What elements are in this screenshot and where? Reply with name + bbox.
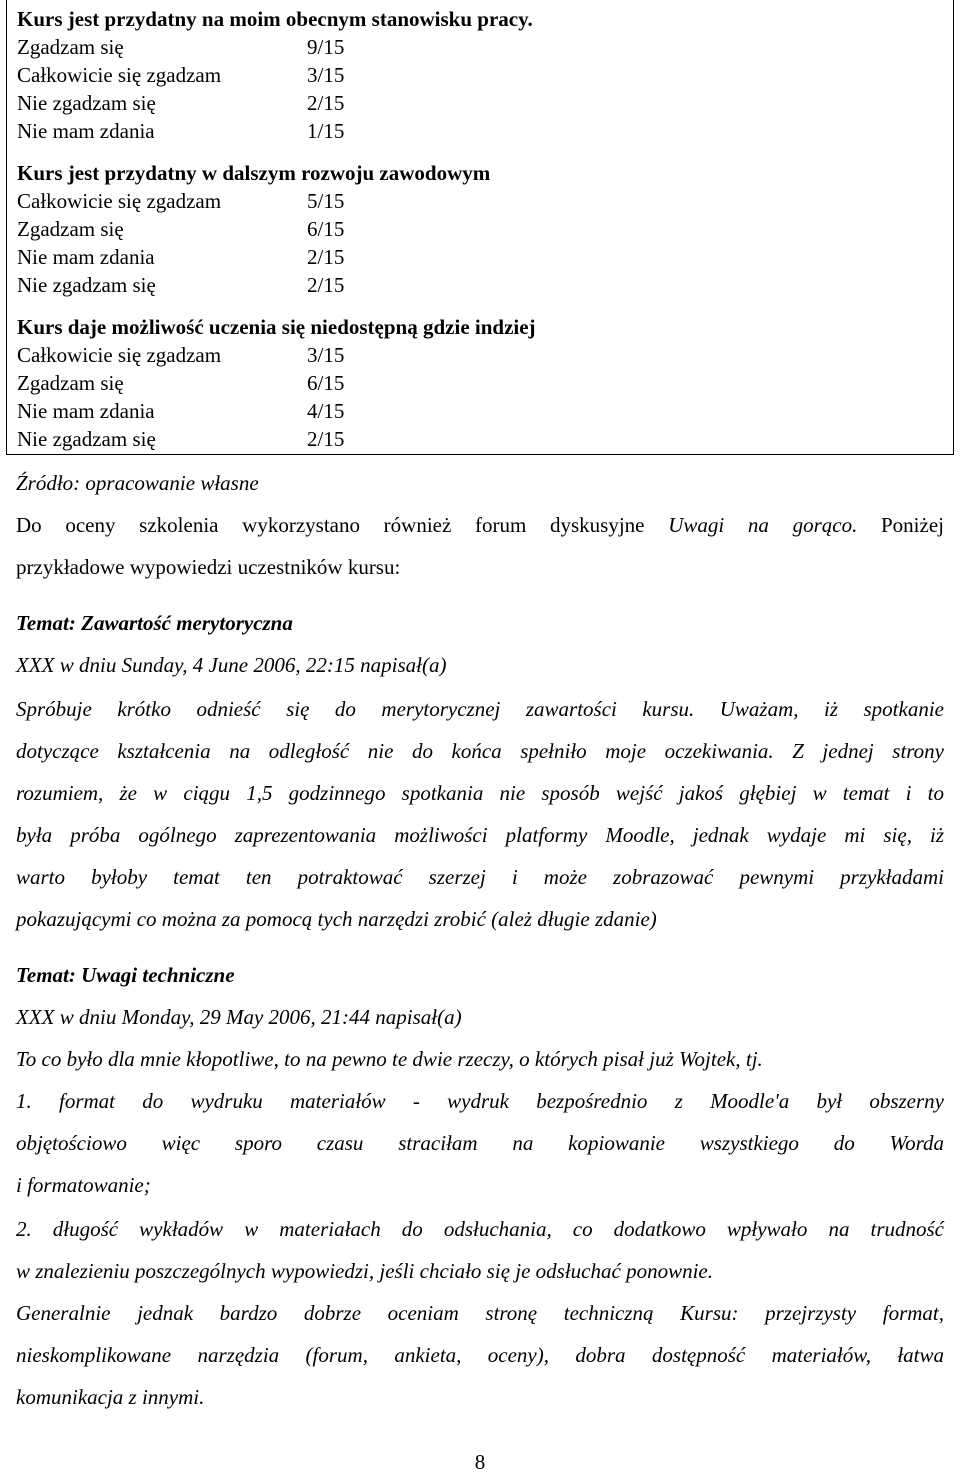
survey-results-box <box>6 0 954 455</box>
post-2-line: Generalnie jednak bardzo dobrze oceniam stronę techniczną Kursu: przejrzysty format, <box>16 1301 944 1325</box>
survey-row: Nie mam zdania 1/15 <box>17 119 345 143</box>
post-1-line: rozumiem, że w ciągu 1,5 godzinnego spotkania nie sposób wejść jakoś głębiej w temat i to <box>16 781 944 805</box>
post-topic-2: Temat: Uwagi techniczne <box>16 963 235 987</box>
post-1-line: Spróbuje krótko odnieść się do merytorycznej zawartości kursu. Uważam, iż spotkanie <box>16 697 944 721</box>
post-meta-2: XXX w dniu Monday, 29 May 2006, 21:44 napisał(a) <box>16 1005 462 1029</box>
survey-row: Całkowicie się zgadzam 5/15 <box>17 189 345 213</box>
post-2-line: nieskomplikowane narzędzia (forum, ankieta, oceny), dobra dostępność materiałów, łatwa <box>16 1343 944 1367</box>
post-1-line: pokazującymi co można za pomocą tych narzędzi zrobić (ależ długie zdanie) <box>16 907 657 931</box>
intro-line-1: Do oceny szkolenia wykorzystano również forum dyskusyjne Uwagi na gorąco. Poniżej <box>16 513 944 537</box>
post-1-line: dotyczące kształcenia na odległość nie do końca spełniło moje oczekiwania. Z jednej strony <box>16 739 944 763</box>
intro-line-2: przykładowe wypowiedzi uczestników kursu: <box>16 555 401 579</box>
survey-heading-1: Kurs jest przydatny na moim obecnym stanowisku pracy. <box>17 7 533 31</box>
survey-row: Nie zgadzam się 2/15 <box>17 427 345 451</box>
page-number: 8 <box>474 1450 486 1474</box>
post-2-line: komunikacja z innymi. <box>16 1385 205 1409</box>
post-1-line: była próba ogólnego zaprezentowania możliwości platformy Moodle, jednak wydaje mi się, iż <box>16 823 944 847</box>
survey-row: Nie zgadzam się 2/15 <box>17 91 345 115</box>
post-meta-1: XXX w dniu Sunday, 4 June 2006, 22:15 napisał(a) <box>16 653 447 677</box>
post-2-line: i formatowanie; <box>16 1173 151 1197</box>
survey-heading-2: Kurs jest przydatny w dalszym rozwoju zawodowym <box>17 161 491 185</box>
post-2-line: 2. długość wykładów w materiałach do odsłuchania, co dodatkowo wpływało na trudność <box>16 1217 944 1241</box>
survey-row: Nie mam zdania 4/15 <box>17 399 345 423</box>
survey-row: Całkowicie się zgadzam 3/15 <box>17 63 345 87</box>
post-2-line: 1. format do wydruku materiałów - wydruk bezpośrednio z Moodle'a był obszerny <box>16 1089 944 1113</box>
source-note: Źródło: opracowanie własne <box>16 471 259 495</box>
post-1-line: warto byłoby temat ten potraktować szerzej i może zobrazować pewnymi przykładami <box>16 865 944 889</box>
survey-row: Nie mam zdania 2/15 <box>17 245 345 269</box>
survey-row: Całkowicie się zgadzam 3/15 <box>17 343 345 367</box>
post-2-line: objętościowo więc sporo czasu straciłam na kopiowanie wszystkiego do Worda <box>16 1131 944 1155</box>
survey-heading-3: Kurs daje możliwość uczenia się niedostępną gdzie indziej <box>17 315 536 339</box>
survey-row: Zgadzam się 6/15 <box>17 217 345 241</box>
post-2-line: To co było dla mnie kłopotliwe, to na pewno te dwie rzeczy, o których pisał już Wojtek, tj. <box>16 1047 763 1071</box>
post-2-line: w znalezieniu poszczególnych wypowiedzi, jeśli chciało się je odsłuchać ponownie. <box>16 1259 713 1283</box>
post-topic-1: Temat: Zawartość merytoryczna <box>16 611 293 635</box>
survey-row: Zgadzam się 6/15 <box>17 371 345 395</box>
survey-row: Nie zgadzam się 2/15 <box>17 273 345 297</box>
survey-row: Zgadzam się 9/15 <box>17 35 345 59</box>
